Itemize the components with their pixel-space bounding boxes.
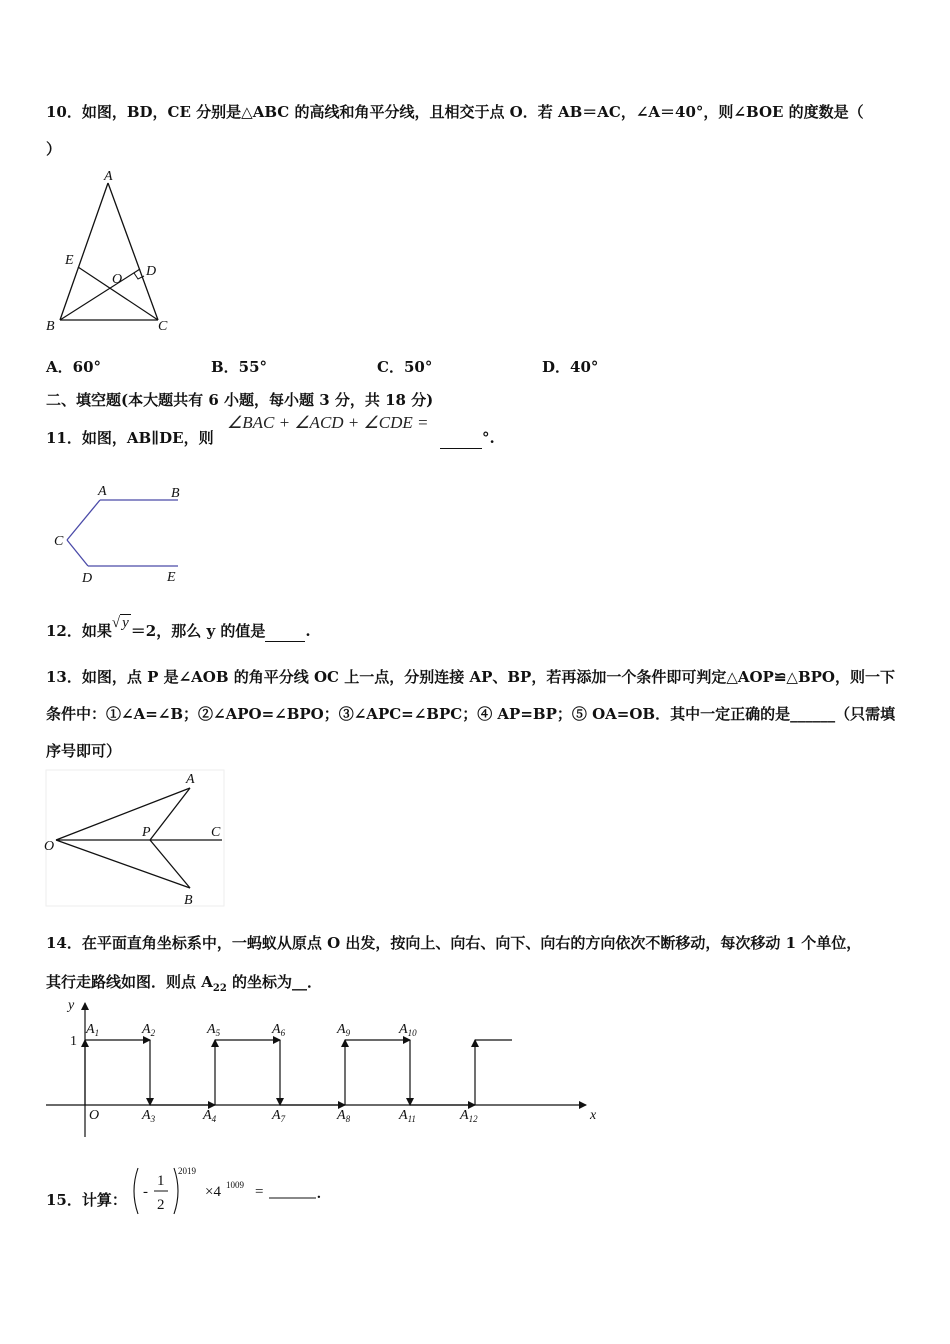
q12-answer-blank bbox=[265, 621, 305, 642]
q12-end: . bbox=[305, 622, 311, 640]
q10-label-o: O bbox=[112, 272, 123, 287]
q14-point-a3: $A_3$ bbox=[142, 1108, 156, 1124]
q14-ant-path-figure bbox=[40, 995, 600, 1145]
q11-label-d: D bbox=[82, 571, 93, 586]
q13-text-line2: 条件中：①∠A=∠B；②∠APO=∠BPO；③∠APC=∠BPC；④ AP=BP；⑤ OA=OB．其中一定正确的是______（只需填 bbox=[46, 705, 896, 723]
q11-label-e: E bbox=[167, 570, 176, 585]
q13-text-line3: 序号即可） bbox=[46, 742, 122, 760]
q10-label-b: B bbox=[46, 319, 55, 334]
q14-point-a12: $A_{12}$ bbox=[460, 1108, 478, 1124]
q14-point-a5: $A_5$ bbox=[207, 1022, 221, 1038]
q13-label-o: O bbox=[44, 839, 55, 854]
q14-point-a4: $A_4$ bbox=[203, 1108, 217, 1124]
q14-point-a6: $A_6$ bbox=[272, 1022, 286, 1038]
q13-label-a: A bbox=[186, 772, 195, 787]
q11-answer bbox=[440, 428, 495, 449]
q12-prefix: 12．如果 bbox=[46, 622, 112, 640]
q14-point-a8: $A_8$ bbox=[337, 1108, 351, 1124]
q11-answer-blank bbox=[440, 428, 482, 449]
q14-line2-post: 的坐标为__． bbox=[226, 973, 323, 991]
q11-suffix: °. bbox=[482, 429, 495, 447]
q13-label-c: C bbox=[211, 825, 221, 840]
q14-point-a2: $A_2$ bbox=[142, 1022, 156, 1038]
q11-label-a: A bbox=[98, 484, 107, 499]
q12-sqrt: √ y bbox=[111, 615, 129, 631]
q10-option-a: A．60° bbox=[46, 358, 102, 376]
q11-parallel-lines-figure bbox=[50, 480, 195, 590]
q10-option-b: B．55° bbox=[211, 358, 268, 376]
q12-radicand: y bbox=[122, 615, 129, 631]
q14-origin: O bbox=[89, 1108, 100, 1123]
q10-option-c: C．50° bbox=[377, 358, 433, 376]
q12-suffix: ＝2，那么 y 的值是 bbox=[130, 622, 266, 640]
q14-axis-one: 1 bbox=[70, 1034, 77, 1049]
q10-triangle-figure bbox=[40, 165, 180, 340]
q15-end: . bbox=[317, 1186, 321, 1202]
q15-times-4: ×4 bbox=[205, 1184, 221, 1200]
q15-numerator: 1 bbox=[157, 1173, 165, 1189]
q14-line2-pre: 其行走路线如图．则点 A bbox=[46, 973, 213, 991]
q14-point-a9: $A_9$ bbox=[337, 1022, 351, 1038]
q11-angle-expression: ∠BAC + ∠ACD + ∠CDE = bbox=[227, 413, 429, 432]
q15-exponent-1009: 1009 bbox=[226, 1180, 244, 1190]
q15-equals: = bbox=[255, 1184, 264, 1200]
q14-point-a11: $A_{11}$ bbox=[399, 1108, 416, 1124]
section-2-title: 二、填空题(本大题共有 6 小题，每小题 3 分，共 18 分) bbox=[46, 391, 434, 409]
q14-axis-y: y bbox=[68, 998, 75, 1013]
q13-text-line1: 13．如图，点 P 是∠AOB 的角平分线 OC 上一点，分别连接 AP、BP，若再添加一个条件即可判定△AOP≌△BPO，则一下 bbox=[46, 668, 895, 686]
q12-text bbox=[46, 615, 311, 642]
q14-text-line1: 14．在平面直角坐标系中，一蚂蚁从原点 O 出发，按向上、向右、向下、向右的方向依次不断移动，每次移动 1 个单位， bbox=[46, 934, 862, 952]
q10-option-d: D．40° bbox=[542, 358, 599, 376]
q15-denominator: 2 bbox=[157, 1197, 165, 1213]
q13-angle-bisector-figure bbox=[42, 770, 227, 910]
q10-label-c: C bbox=[158, 319, 168, 334]
q14-point-a7: $A_7$ bbox=[272, 1108, 286, 1124]
q11-prefix: 11．如图，AB∥DE，则 bbox=[46, 429, 214, 447]
q10-label-a: A bbox=[104, 169, 113, 184]
q14-line2-sub: 22 bbox=[212, 983, 227, 994]
q15-exponent-2019: 2019 bbox=[178, 1166, 196, 1176]
q10-text-line1: 10．如图，BD，CE 分别是△ABC 的高线和角平分线，且相交于点 O．若 AB＝AC，∠A＝40°，则∠BOE 的度数是（ bbox=[46, 103, 864, 121]
q14-axis-x: x bbox=[590, 1108, 597, 1123]
q13-label-b: B bbox=[184, 893, 193, 908]
q15-expression bbox=[126, 1160, 336, 1222]
q10-label-e: E bbox=[65, 253, 74, 268]
q13-label-p: P bbox=[142, 825, 151, 840]
q10-label-d: D bbox=[146, 264, 157, 279]
q14-point-a10: $A_{10}$ bbox=[399, 1022, 417, 1038]
q11-label-b: B bbox=[171, 486, 180, 501]
q11-label-c: C bbox=[54, 534, 64, 549]
q10-text-line2: ） bbox=[46, 140, 62, 158]
q14-point-a1: $A_1$ bbox=[86, 1022, 100, 1038]
q15-sign: - bbox=[143, 1184, 148, 1200]
q15-prefix: 15．计算： bbox=[46, 1191, 127, 1209]
